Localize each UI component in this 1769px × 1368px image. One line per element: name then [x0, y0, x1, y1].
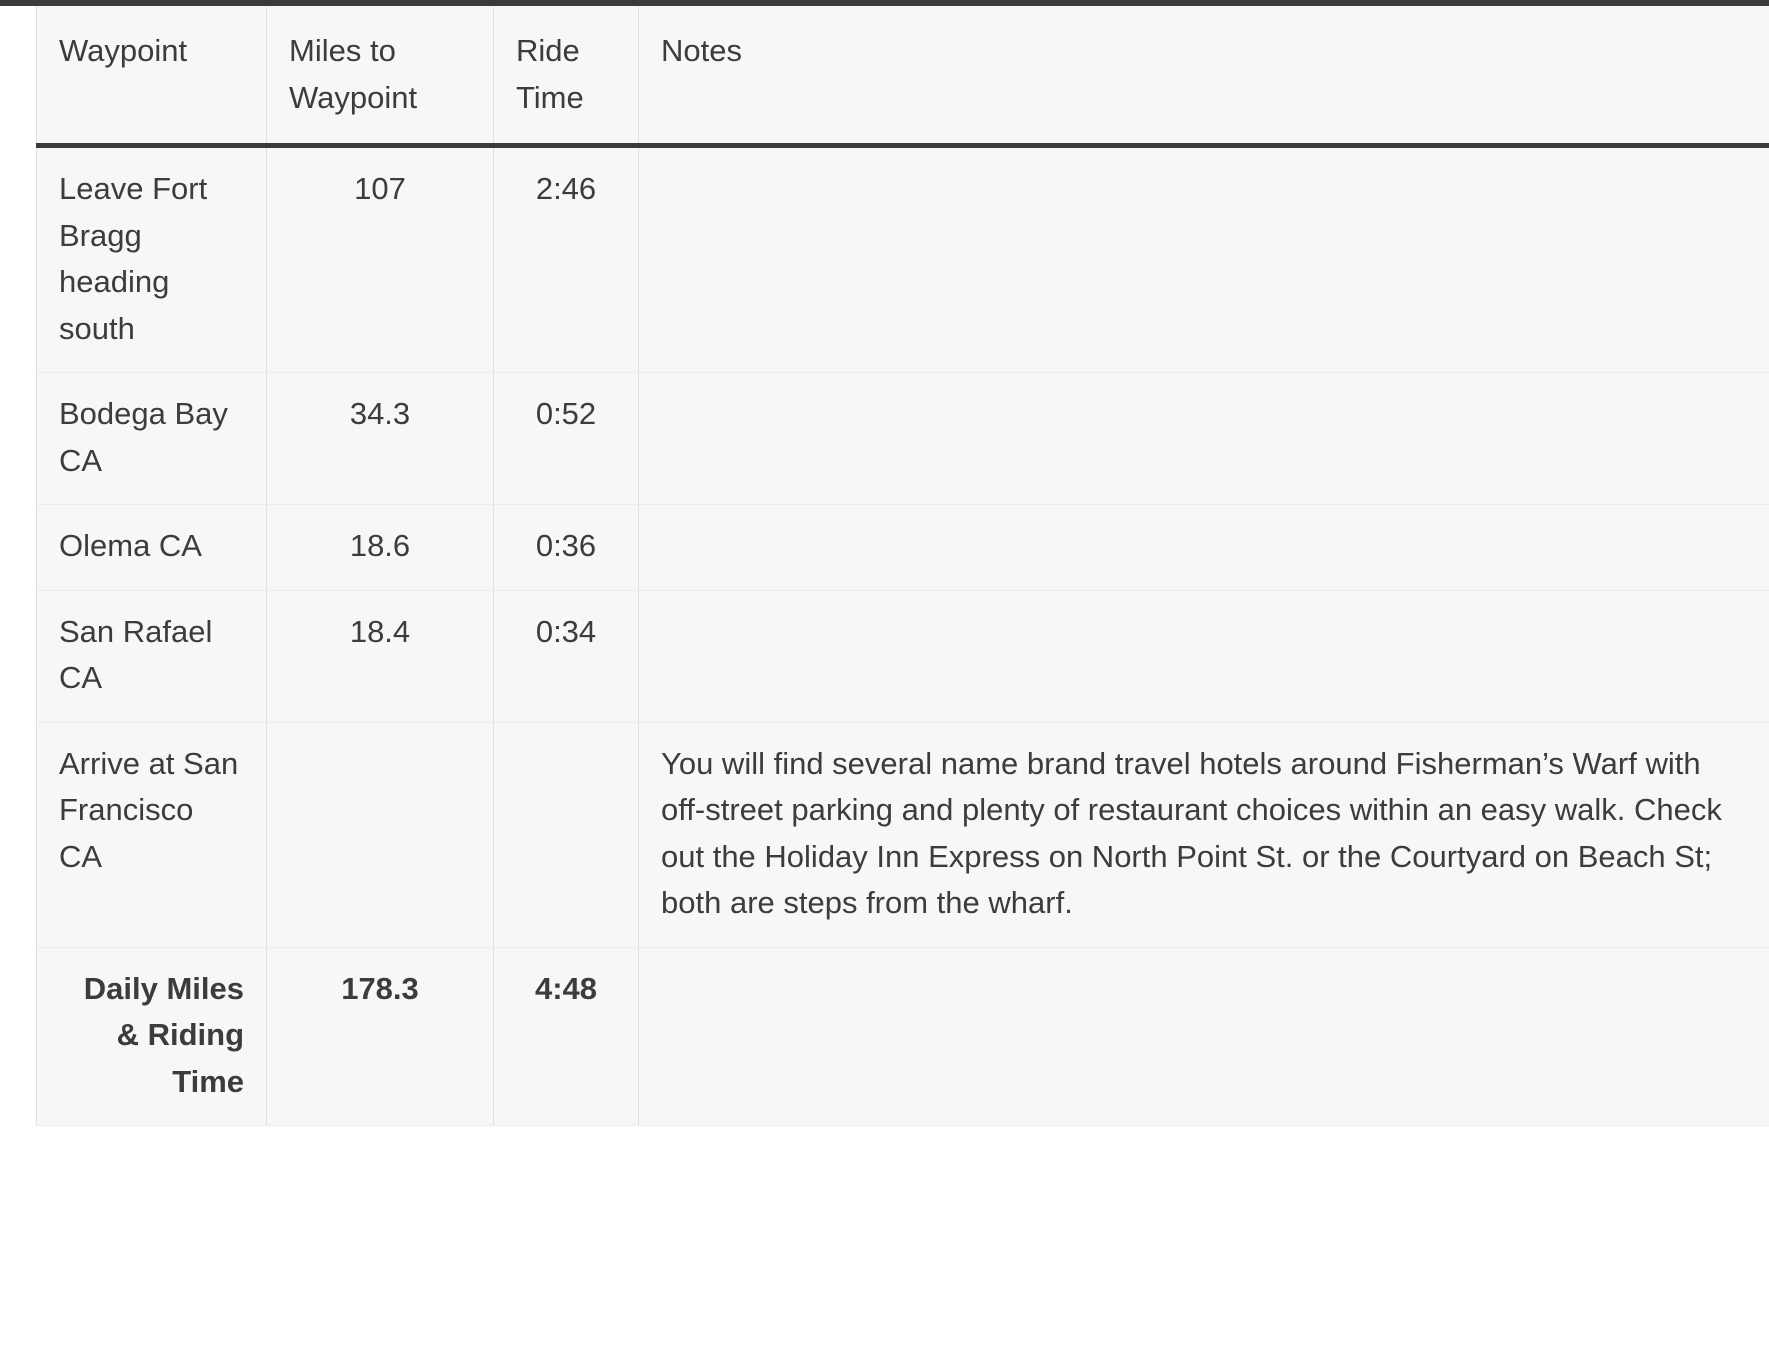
- cell-miles: [267, 722, 494, 947]
- cell-waypoint: Bodega Bay CA: [37, 373, 267, 505]
- cell-notes: [639, 505, 1769, 591]
- cell-notes: [639, 373, 1769, 505]
- table-body: [37, 146, 1769, 1126]
- cell-waypoint: Olema CA: [37, 505, 267, 591]
- cell-notes: [639, 146, 1769, 373]
- itinerary-table-container: [36, 6, 1769, 1126]
- cell-notes: You will find several name brand travel hotels around Fisherman’s Warf with off-street parking and plenty of restaurant choices within an easy walk. Check out the Holiday Inn Express on North Point St. or the Courtyard on Beach St; both are steps from the wharf.: [639, 722, 1769, 947]
- table-row: [37, 505, 1769, 591]
- cell-ride-time: 0:34: [494, 590, 639, 722]
- cell-notes: [639, 590, 1769, 722]
- cell-ride-time: 2:46: [494, 146, 639, 373]
- cell-miles: 107: [267, 146, 494, 373]
- table-row: [37, 146, 1769, 373]
- cell-waypoint: Leave Fort Bragg heading south: [37, 146, 267, 373]
- cell-waypoint: Arrive at San Francisco CA: [37, 722, 267, 947]
- cell-total-ride-time: 4:48: [494, 947, 639, 1126]
- column-header-notes: Notes: [639, 6, 1769, 146]
- cell-ride-time: 0:36: [494, 505, 639, 591]
- cell-waypoint: San Rafael CA: [37, 590, 267, 722]
- cell-ride-time: 0:52: [494, 373, 639, 505]
- table-header: [37, 6, 1769, 146]
- column-header-waypoint: Waypoint: [37, 6, 267, 146]
- itinerary-table: [36, 6, 1769, 1126]
- cell-total-label: Daily Miles & Riding Time: [37, 947, 267, 1126]
- cell-miles: 18.4: [267, 590, 494, 722]
- cell-total-miles: 178.3: [267, 947, 494, 1126]
- cell-miles: 18.6: [267, 505, 494, 591]
- cell-ride-time: [494, 722, 639, 947]
- table-row: [37, 373, 1769, 505]
- cell-notes: [639, 947, 1769, 1126]
- column-header-miles-to-waypoint: Miles to Waypoint: [267, 6, 494, 146]
- cell-miles: 34.3: [267, 373, 494, 505]
- table-row: [37, 722, 1769, 947]
- table-row: [37, 590, 1769, 722]
- column-header-ride-time: Ride Time: [494, 6, 639, 146]
- table-header-row: [37, 6, 1769, 146]
- table-row-totals: [37, 947, 1769, 1126]
